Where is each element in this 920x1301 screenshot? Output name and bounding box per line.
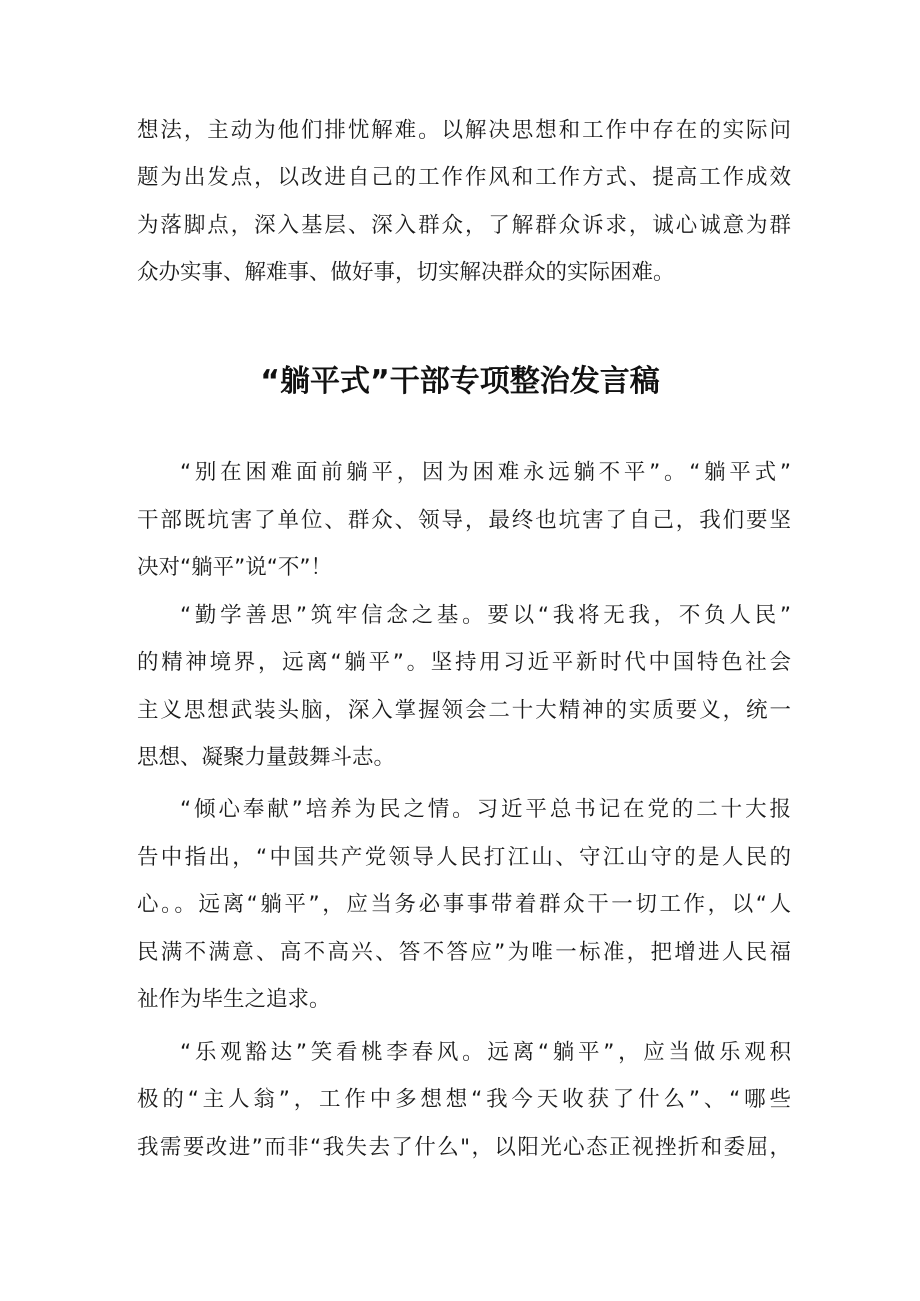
paragraph-3-line-1: “倾心奉献”培养为民之情。习近平总书记在党的二十大报 [180, 797, 791, 822]
paragraph-2-line-4: 思想、凝聚力量鼓舞斗志。 [137, 745, 396, 770]
paragraph-2-line-1: “勤学善思”筑牢信念之基。要以“我将无我，不负人民” [180, 603, 791, 628]
intro-line-2: 题为出发点，以改进自己的工作作风和工作方式、提高工作成效 [137, 165, 791, 190]
paragraph-1-line-1: “别在困难面前躺平，因为困难永远躺不平”。“躺平式” [180, 460, 791, 485]
paragraph-2-line-3: 主义思想武装头脑，深入掌握领会二十大精神的实质要义，统一 [137, 698, 791, 723]
paragraph-1-line-3: 决对“躺平”说“不”！ [137, 555, 333, 580]
intro-line-3: 为落脚点，深入基层、深入群众，了解群众诉求，诚心诚意为群 [137, 213, 791, 238]
paragraph-1-line-2: 干部既坑害了单位、群众、领导，最终也坑害了自己，我们要坚 [137, 508, 791, 533]
intro-line-4: 众办实事、解难事、做好事，切实解决群众的实际困难。 [137, 260, 675, 285]
paragraph-4-line-2: 极的“主人翁”，工作中多想想“我今天收获了什么”、“哪些 [137, 1087, 791, 1112]
paragraph-3-line-5: 祉作为毕生之追求。 [137, 987, 331, 1012]
paragraph-3-line-4: 民满不满意、高不高兴、答不答应”为唯一标准，把增进人民福 [137, 940, 791, 965]
paragraph-3-line-2: 告中指出，“中国共产党领导人民打江山、守江山守的是人民的 [137, 845, 791, 870]
document-title: “躺平式”干部专项整治发言稿 [260, 364, 660, 399]
paragraph-3-line-3: 心。。远离“躺平”，应当务必事事带着群众干一切工作，以“人 [137, 892, 791, 917]
paragraph-2-line-2: 的精神境界，远离“躺平”。坚持用习近平新时代中国特色社会 [137, 650, 791, 675]
paragraph-4-line-1: “乐观豁达”笑看桃李春风。远离“躺平”，应当做乐观积 [180, 1040, 791, 1065]
paragraph-4-line-3: 我需要改进”而非“我失去了什么"，以阳光心态正视挫折和委屈， [137, 1135, 791, 1160]
intro-line-1: 想法，主动为他们排忧解难。以解决思想和工作中存在的实际问 [137, 118, 791, 143]
